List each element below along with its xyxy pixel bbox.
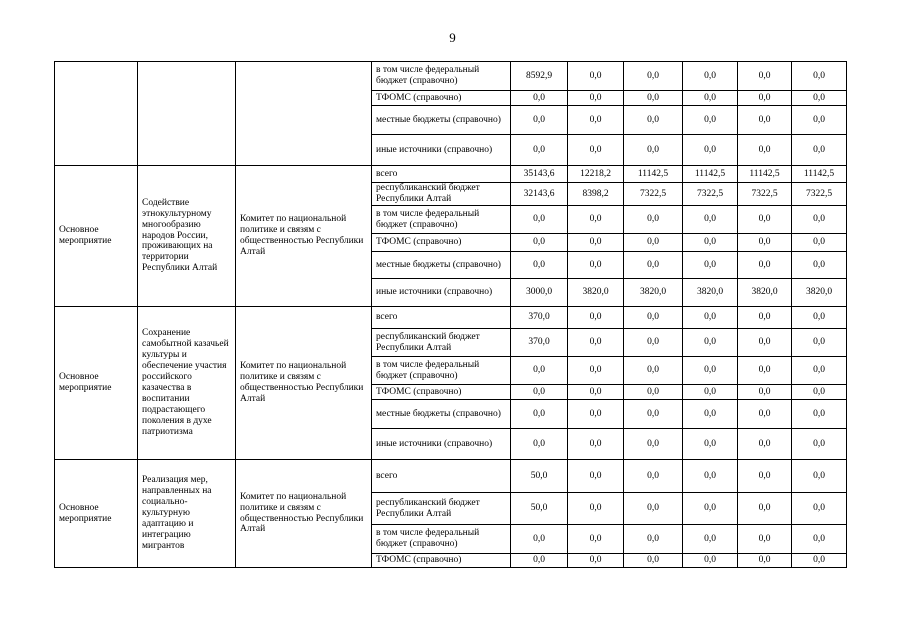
amount-cell: 0,0 [568,525,624,554]
amount-cell: 0,0 [568,91,624,106]
amount-cell: 0,0 [792,106,847,135]
amount-cell: 0,0 [738,460,792,493]
amount-cell: 12218,2 [568,166,624,183]
amount-cell: 370,0 [511,329,568,357]
amount-cell: 0,0 [738,252,792,279]
amount-cell: 0,0 [511,252,568,279]
amount-cell: 0,0 [792,234,847,252]
funding-source-label: местные бюджеты (справочно) [372,106,511,135]
amount-cell: 50,0 [511,460,568,493]
amount-cell: 3820,0 [683,279,738,307]
amount-cell: 0,0 [683,91,738,106]
amount-cell: 0,0 [624,329,683,357]
funding-source-label: всего [372,166,511,183]
event-name-cell: Сохранение самобытной казачьей культуры и обеспечение участия российского казачества в воспитании подрастающего поколения в духе патриотизма [138,307,236,460]
amount-cell: 0,0 [738,525,792,554]
funding-source-label: ТФОМС (справочно) [372,554,511,568]
amount-cell: 0,0 [624,385,683,400]
amount-cell: 11142,5 [624,166,683,183]
event-type-cell: Основное мероприятие [55,307,138,460]
amount-cell: 0,0 [683,460,738,493]
amount-cell: 3820,0 [792,279,847,307]
executor-cell: Комитет по национальной политике и связям с общественностью Республики Алтай [236,460,372,568]
amount-cell: 0,0 [624,493,683,525]
amount-cell: 0,0 [738,329,792,357]
funding-source-label: ТФОМС (справочно) [372,91,511,106]
funding-source-label: всего [372,307,511,329]
amount-cell: 0,0 [568,62,624,91]
amount-cell: 0,0 [683,106,738,135]
amount-cell: 0,0 [792,429,847,460]
amount-cell: 0,0 [511,91,568,106]
amount-cell: 8398,2 [568,183,624,206]
amount-cell: 35143,6 [511,166,568,183]
event-type-cell [55,62,138,166]
funding-source-label: иные источники (справочно) [372,135,511,166]
event-type-cell: Основное мероприятие [55,460,138,568]
amount-cell: 8592,9 [511,62,568,91]
event-name-cell: Реализация мер, направленных на социально-культурную адаптацию и интеграцию мигрантов [138,460,236,568]
amount-cell: 0,0 [683,357,738,385]
amount-cell: 0,0 [792,400,847,429]
amount-cell: 0,0 [624,91,683,106]
amount-cell: 11142,5 [738,166,792,183]
amount-cell: 0,0 [792,252,847,279]
table-row [55,307,847,329]
amount-cell: 50,0 [511,493,568,525]
amount-cell: 0,0 [738,135,792,166]
amount-cell: 0,0 [792,329,847,357]
amount-cell: 0,0 [738,307,792,329]
amount-cell: 0,0 [568,307,624,329]
funding-source-label: иные источники (справочно) [372,429,511,460]
amount-cell: 0,0 [568,357,624,385]
amount-cell: 0,0 [568,493,624,525]
amount-cell: 0,0 [792,206,847,234]
amount-cell: 0,0 [568,252,624,279]
amount-cell: 3820,0 [568,279,624,307]
amount-cell: 0,0 [568,460,624,493]
amount-cell: 0,0 [792,554,847,568]
amount-cell: 0,0 [624,135,683,166]
amount-cell: 11142,5 [792,166,847,183]
amount-cell: 0,0 [683,429,738,460]
amount-cell: 0,0 [683,206,738,234]
event-name-cell [138,62,236,166]
amount-cell: 0,0 [792,460,847,493]
amount-cell: 0,0 [624,460,683,493]
amount-cell: 0,0 [568,234,624,252]
amount-cell: 0,0 [683,493,738,525]
event-type-cell: Основное мероприятие [55,166,138,307]
amount-cell: 0,0 [624,206,683,234]
amount-cell: 0,0 [683,385,738,400]
funding-source-label: местные бюджеты (справочно) [372,400,511,429]
amount-cell: 0,0 [568,206,624,234]
amount-cell: 3820,0 [624,279,683,307]
amount-cell: 0,0 [683,525,738,554]
amount-cell: 0,0 [568,135,624,166]
amount-cell: 0,0 [511,106,568,135]
amount-cell: 0,0 [792,91,847,106]
amount-cell: 0,0 [624,234,683,252]
table-row [55,62,847,91]
amount-cell: 0,0 [624,307,683,329]
table-row [55,166,847,183]
amount-cell: 0,0 [511,429,568,460]
event-name-cell: Содействие этнокультурному многообразию народов России, проживающих на территории Республики Алтай [138,166,236,307]
funding-source-label: в том числе федеральный бюджет (справочно) [372,62,511,91]
executor-cell: Комитет по национальной политике и связям с общественностью Республики Алтай [236,166,372,307]
amount-cell: 0,0 [568,429,624,460]
amount-cell: 0,0 [624,554,683,568]
amount-cell: 0,0 [511,135,568,166]
amount-cell: 0,0 [738,234,792,252]
amount-cell: 0,0 [738,385,792,400]
amount-cell: 0,0 [624,357,683,385]
amount-cell: 370,0 [511,307,568,329]
amount-cell: 32143,6 [511,183,568,206]
funding-source-label: иные источники (справочно) [372,279,511,307]
amount-cell: 0,0 [683,135,738,166]
amount-cell: 3820,0 [738,279,792,307]
amount-cell: 0,0 [624,525,683,554]
amount-cell: 0,0 [738,400,792,429]
amount-cell: 0,0 [683,62,738,91]
amount-cell: 0,0 [568,385,624,400]
funding-source-label: республиканский бюджет Республики Алтай [372,493,511,525]
amount-cell: 7322,5 [738,183,792,206]
amount-cell: 0,0 [738,554,792,568]
funding-source-label: ТФОМС (справочно) [372,234,511,252]
amount-cell: 0,0 [792,525,847,554]
funding-source-label: местные бюджеты (справочно) [372,252,511,279]
amount-cell: 0,0 [624,429,683,460]
amount-cell: 0,0 [792,357,847,385]
amount-cell: 0,0 [738,106,792,135]
amount-cell: 0,0 [683,554,738,568]
amount-cell: 0,0 [738,62,792,91]
amount-cell: 7322,5 [683,183,738,206]
amount-cell: 0,0 [683,234,738,252]
amount-cell: 0,0 [511,357,568,385]
amount-cell: 0,0 [683,400,738,429]
page-number: 9 [449,30,456,45]
executor-cell: Комитет по национальной политике и связям с общественностью Республики Алтай [236,307,372,460]
funding-source-label: республиканский бюджет Республики Алтай [372,183,511,206]
table-row [55,460,847,493]
amount-cell: 0,0 [683,329,738,357]
amount-cell: 0,0 [511,206,568,234]
funding-source-label: в том числе федеральный бюджет (справочно) [372,206,511,234]
funding-source-label: ТФОМС (справочно) [372,385,511,400]
amount-cell: 0,0 [511,400,568,429]
amount-cell: 0,0 [792,62,847,91]
amount-cell: 0,0 [568,400,624,429]
amount-cell: 0,0 [738,91,792,106]
amount-cell: 0,0 [683,307,738,329]
funding-source-label: всего [372,460,511,493]
amount-cell: 0,0 [738,357,792,385]
amount-cell: 0,0 [792,307,847,329]
amount-cell: 0,0 [624,106,683,135]
amount-cell: 0,0 [624,62,683,91]
amount-cell: 0,0 [738,206,792,234]
budget-table [54,61,847,568]
amount-cell: 0,0 [624,400,683,429]
funding-source-label: в том числе федеральный бюджет (справочно) [372,357,511,385]
amount-cell: 0,0 [511,525,568,554]
amount-cell: 0,0 [792,493,847,525]
executor-cell [236,62,372,166]
amount-cell: 0,0 [792,135,847,166]
amount-cell: 0,0 [738,493,792,525]
amount-cell: 0,0 [568,329,624,357]
amount-cell: 0,0 [511,554,568,568]
amount-cell: 7322,5 [792,183,847,206]
amount-cell: 0,0 [568,554,624,568]
funding-source-label: в том числе федеральный бюджет (справочно) [372,525,511,554]
amount-cell: 0,0 [624,252,683,279]
funding-source-label: республиканский бюджет Республики Алтай [372,329,511,357]
amount-cell: 11142,5 [683,166,738,183]
amount-cell: 7322,5 [624,183,683,206]
amount-cell: 0,0 [683,252,738,279]
amount-cell: 0,0 [792,385,847,400]
amount-cell: 0,0 [738,429,792,460]
amount-cell: 0,0 [568,106,624,135]
amount-cell: 0,0 [511,234,568,252]
amount-cell: 0,0 [511,385,568,400]
amount-cell: 3000,0 [511,279,568,307]
